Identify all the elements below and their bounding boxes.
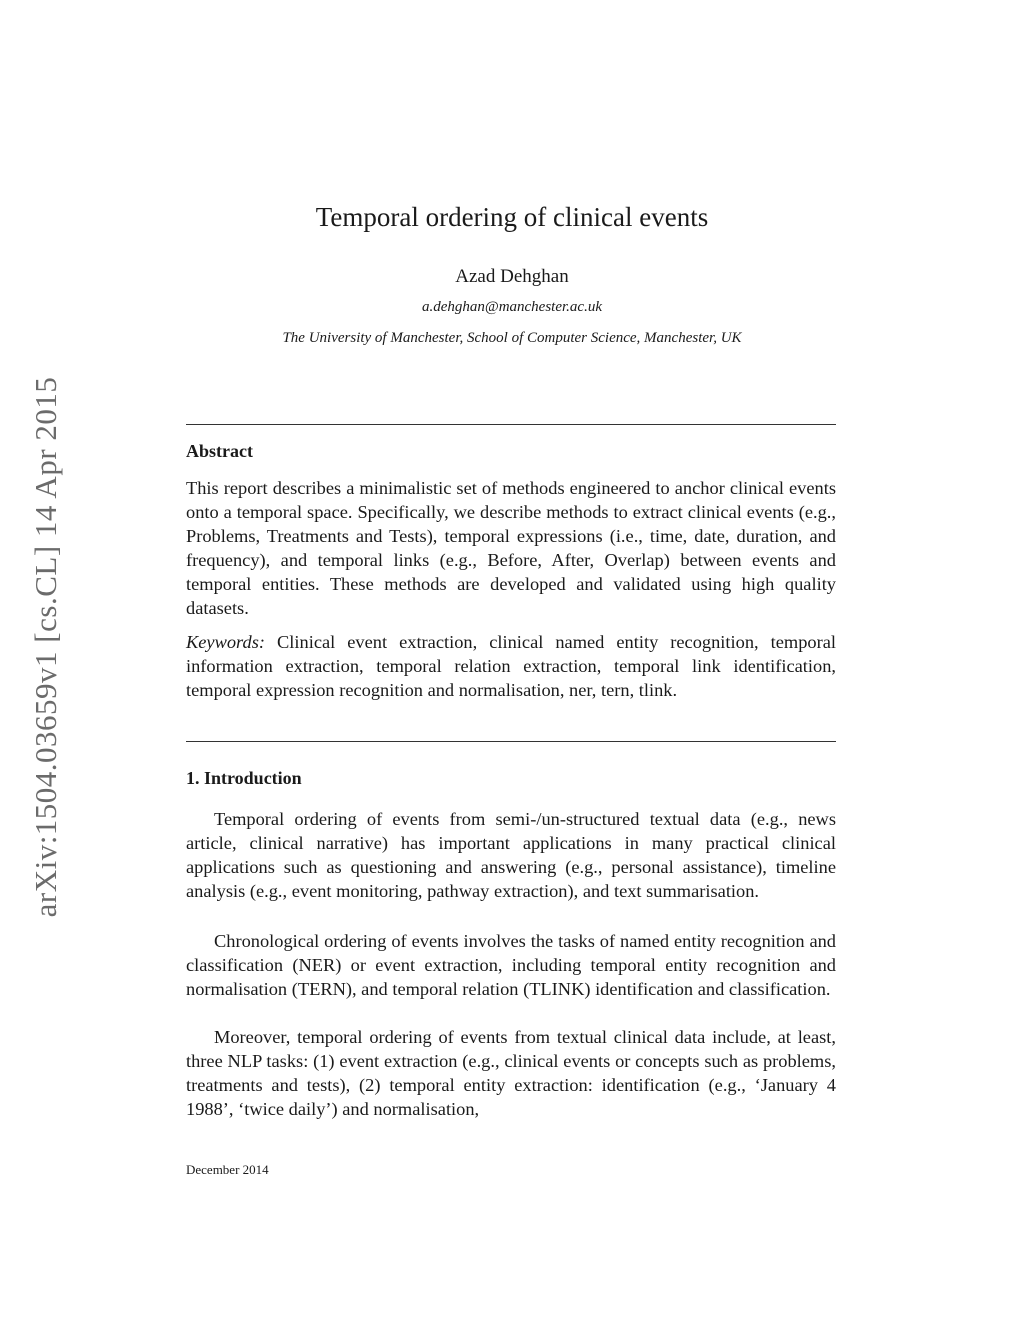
abstract-text: This report describes a minimalistic set of methods engineered to anchor clinical events onto a temporal space. Specifically, we describe methods to extract clinical events (e.g., Problems, Treatments and Tests), temporal expressions (i.e., time, date, duration, and frequency), and temporal links (e.g., Before, After, Overlap) between events and temporal entities. These methods are developed and validated using high quality datasets. <box>186 478 836 618</box>
keywords-label: Keywords: <box>186 632 266 652</box>
footer-date: December 2014 <box>186 1162 269 1177</box>
intro-paragraph-2: Chronological ordering of events involves the tasks of named entity recognition and classification (NER) or event extraction, including temporal entity recognition and normalisation (TERN), and temporal relation (TLINK) identification and classification. <box>186 931 836 999</box>
abstract-top-rule <box>186 424 836 425</box>
author-affiliation: The University of Manchester, School of Computer Science, Manchester, UK <box>282 330 742 346</box>
keywords-text: Clinical event extraction, clinical named entity recognition, temporal information extraction, temporal relation extraction, temporal link identification, temporal expression recognition and normalisation, ner, tern, tlink. <box>186 632 836 700</box>
intro-paragraph-1: Temporal ordering of events from semi-/un-structured textual data (e.g., news article, clinical narrative) has important applications in many practical clinical applications such as questioning and answering (e.g., personal assistance), timeline analysis (e.g., event monitoring, pathway extraction), and text summarisation. <box>186 809 836 901</box>
author-name: Azad Dehghan <box>455 266 569 287</box>
section-heading-introduction: 1. Introduction <box>186 768 302 788</box>
arxiv-sidebar-stamp <box>24 354 68 940</box>
intro-paragraph-3: Moreover, temporal ordering of events from textual clinical data include, at least, three NLP tasks: (1) event extraction (e.g., clinical events or concepts such as problems, treatments and tests), (2) temporal entity extraction: identification (e.g., ‘January 4 1988’, ‘twice daily’) and normalisation, <box>186 1027 836 1119</box>
author-email: a.dehghan@manchester.ac.uk <box>421 299 602 315</box>
paper-title: Temporal ordering of clinical events <box>315 202 709 232</box>
abstract-bottom-rule <box>186 741 836 742</box>
arxiv-identifier: arXiv:1504.03659v1 [cs.CL] 14 Apr 2015 <box>28 376 63 918</box>
keywords-block <box>186 630 836 702</box>
abstract-heading: Abstract <box>186 441 253 461</box>
